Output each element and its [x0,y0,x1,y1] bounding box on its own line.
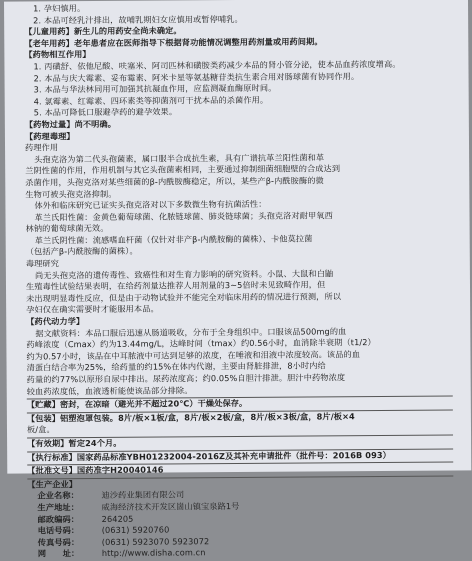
text-line: 较血药浓度低，血液透析能使该品部分排除。 [26,384,193,397]
text-line: 【贮藏】密封，在凉暗（避光并不超过20℃）干燥处保存。 [27,396,453,412]
text-line: 板/盒。 [26,424,55,435]
text-line: 4. 氯霉素、红霉素、四环素类等抑菌剂可干扰本品的杀菌作用。 [33,94,269,107]
manufacturer-value: http://www.disha.com.cn [101,547,206,559]
text-line: 革兰氏阴性菌：流感嗜血杆菌（仅针对非产β-内酰胺酶的菌株）、卡他莫拉菌 [34,233,313,246]
manufacturer-key: 电话号码： [37,525,80,536]
text-line: 孕妇仅在确实需要时才能服用本品。 [26,303,159,315]
text-line: 【药理毒理】 [24,130,75,142]
text-line: 未出现明显毒性反应，但是由于动物试验并不能完全对临床用药的情况进行预测，所以 [26,291,342,304]
text-line: 5. 本品可降低口服避孕药的避孕效果。 [33,106,178,118]
leaflet-body [24,1,453,491]
text-line: 【儿童用药】新生儿的用药安全尚未确定。 [24,25,182,37]
manufacturer-value: (0631) 5920760 [101,524,170,536]
text-line: 1. 丙磺舒、依他尼酸、呋塞米、阿司匹林和磺胺类药减少本品的肾小管分泌，使本品血药浓度增高。 [33,58,401,72]
text-line: 尚无头孢克洛的遗传毒性、致癌性和对生育力影响的研究资料。小鼠、大鼠和白鼬 [34,267,334,281]
text-line: 【老年用药】老年患者应在医师指导下根据肾功能情况调整用药剂量或用药间期。 [24,36,323,49]
manufacturer-key: 生产地址： [37,502,80,513]
manufacturer-key: 传真号码： [37,536,80,548]
text-line: 【包装】铝塑泡罩包装。8片/板×1板/盒，8片/板×2板/盒，8片/板×3板/盒，8片/板×4 [27,409,453,425]
manufacturer-value: 264205 [101,513,134,524]
text-line: 【执行标准】国家药品标准YBH01232004-2016Z及其补充申请批件（批件号：2016B 093） [27,448,453,464]
text-line: 清蛋白结合率为25%，给药量的约15%在体内代谢，主要由肾脏排泄，8小时内给 [26,360,326,373]
text-line: 体外和临床研究已证实头孢克洛对以下多数微生物有抗菌活性： [34,198,267,211]
text-line: 头孢克洛为第二代头孢菌素，属口服半合成抗生素，具有广谱抗革兰阳性菌和革 [34,152,325,165]
manufacturer-info [27,488,453,561]
text-line: 药量的约77%以原形自尿中排出。尿药浓度高；约0.05%自胆汁排泄。胆汁中药物浓度 [26,372,346,385]
leaflet-page [4,0,471,559]
text-line: 1. 孕妇慎用。 [33,3,86,14]
text-line: 据文献资料：本品口服后迅速从肠道吸收，分布于全身组织中。口服该品500mg的血 [35,325,347,339]
text-line: （包括产β-内酰胺酶的菌株）。 [25,246,138,257]
text-line: 杀菌作用，头孢克洛对某些细菌的β-内酰胺酶稳定，所以，某些产β-内酰胺酶的微 [25,175,324,188]
text-line: 约为0.57小时，该品在中耳脓液中可达到足够的浓度，在唾液和泪液中浓度较高。该品的血 [26,348,361,362]
manufacturer-key: 企业名称： [37,490,79,501]
text-line: 2. 本品可经乳汁排出，故哺乳期妇女应慎用或暂停哺乳。 [33,13,243,26]
text-line: 【药物过量】尚不明确。 [24,118,117,130]
manufacturer-key: 网 址： [37,548,80,559]
text-line: 2. 本品与庆大霉素、妥布霉素、阿米卡星等氨基糖苷类抗生素合用对肠球菌有协同作用。 [33,70,360,83]
text-line: 生物可被头孢克洛抑制。 [25,188,117,199]
text-line: 【药物相互作用】 [24,49,91,60]
manufacturer-row [28,546,454,561]
text-line: 毒理研究 [25,258,60,269]
text-line: 【生产企业】 [27,475,453,491]
text-line: 【批准文号】国药准字H20040146 [27,462,453,478]
text-line: 3. 本品与华法林同用可加强其抗凝血作用，应监测凝血酶原时间。 [33,82,277,95]
text-line: 兰阴性菌的作用，作用机制与其它头孢菌素相同，主要通过抑制细菌细胞壁的合成达到 [25,163,341,176]
text-line: 药峰浓度（Cmax）约为13.44mg/L，达峰时间（tmax）约0.56小时，血消除半衰期（t1/2） [26,337,376,350]
manufacturer-key: 邮政编码： [37,513,80,524]
manufacturer-value: (0631) 5923070 5923072 [101,535,210,547]
text-line: 【有效期】暂定24个月。 [27,434,453,450]
text-line: 生殖毒性试验结果表明，在给药剂量达推荐人用剂量的3~5倍时未见致畸作用，但 [25,279,326,292]
text-line: 革兰氏阳性菌：金黄色葡萄球菌、化脓链球菌、肺炎链球菌；头孢克洛对耐甲氧西 [34,210,333,223]
text-line: 林钠的葡萄球菌无效。 [25,223,109,234]
text-line: 药理作用 [24,142,59,153]
manufacturer-value: 威海经济技术开发区崮山镇宝泉路1号 [101,500,240,512]
text-line: 【药代动力学】 [26,316,85,327]
manufacturer-value: 迪沙药业集团有限公司 [101,489,185,501]
